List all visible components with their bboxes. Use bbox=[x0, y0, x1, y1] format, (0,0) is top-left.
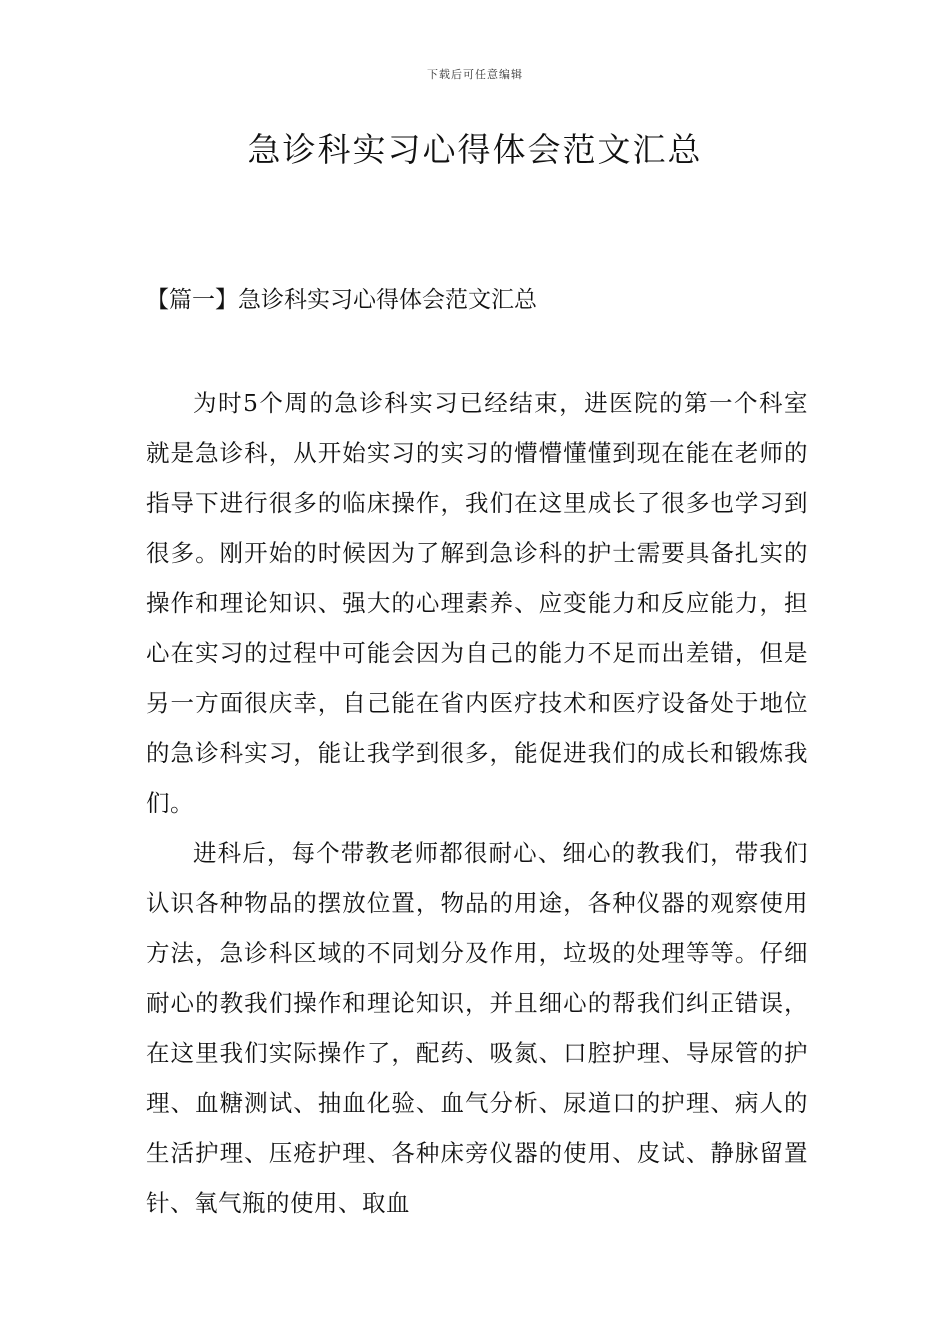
document-title: 急诊科实习心得体会范文汇总 bbox=[247, 130, 703, 169]
paragraph-1: 为时5个周的急诊科实习已经结束，进医院的第一个科室就是急诊科，从开始实习的实习的懵懵懂懂到现在能在老师的指导下进行很多的临床操作，我们在这里成长了很多也学习到很多。刚开始的时候因为了解到急诊科的护士需要具备扎实的操作和理论知识、强大的心理素养、应变能力和反应能力，担心在实习的过程中可能会因为自己的能力不足而出差错，但是另一方面很庆幸，自己能在省内医疗技术和医疗设备处于地位的急诊科实习，能让我学到很多，能促进我们的成长和锻炼我们。 bbox=[146, 389, 808, 817]
section-heading: 【篇一】急诊科实习心得体会范文汇总 bbox=[146, 287, 537, 313]
paragraph-2: 进科后，每个带教老师都很耐心、细心的教我们，带我们认识各种物品的摆放位置，物品的用途，各种仪器的观察使用方法，急诊科区域的不同划分及作用，垃圾的处理等等。仔细耐心的教我们操作和理论知识，并且细心的帮我们纠正错误，在这里我们实际操作了，配药、吸氮、口腔护理、导尿管的护理、血糖测试、抽血化验、血气分析、尿道口的护理、病人的生活护理、压疮护理、各种床旁仪器的使用、皮试、静脉留置针、氧气瓶的使用、取血 bbox=[146, 839, 808, 1217]
header-note: 下载后可任意编辑 bbox=[427, 68, 523, 81]
body-text bbox=[146, 378, 808, 1228]
